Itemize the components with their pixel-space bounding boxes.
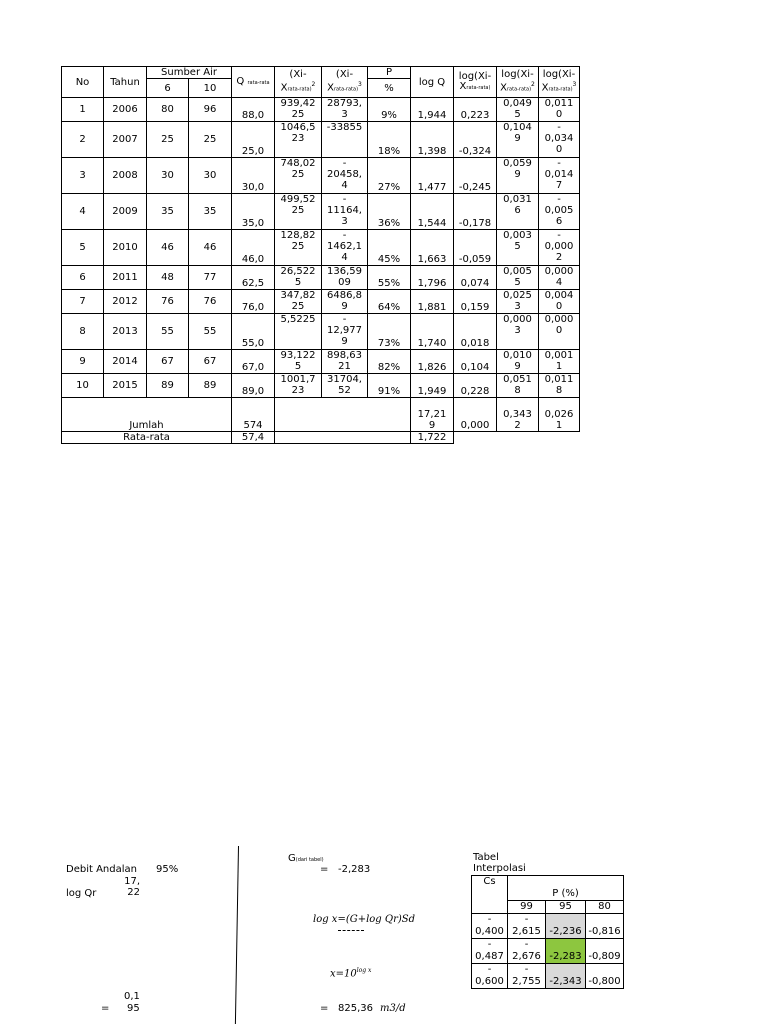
cell-s10: 76 bbox=[189, 290, 232, 314]
interp-cs-header: Cs bbox=[472, 876, 508, 914]
cell-l1: -0,324 bbox=[454, 122, 497, 158]
cell-l2: 0,010 9 bbox=[497, 350, 539, 374]
interp-cell-c95: -2,236 bbox=[546, 914, 586, 939]
cell-l3: - 0,000 2 bbox=[539, 230, 580, 266]
cell-p: 91% bbox=[368, 374, 411, 398]
cell-s6: 25 bbox=[147, 122, 189, 158]
header-no: No bbox=[62, 67, 104, 98]
g-value: -2,283 bbox=[338, 864, 371, 875]
cell-p: 36% bbox=[368, 194, 411, 230]
cell-logq: 1,544 bbox=[411, 194, 454, 230]
table-row bbox=[62, 350, 580, 374]
interp-cell-cs: - 0,487 bbox=[472, 939, 508, 964]
cell-x2: 128,82 25 bbox=[275, 230, 322, 266]
cell-l2: 0,005 5 bbox=[497, 266, 539, 290]
eq-value-left: 95 bbox=[127, 1003, 140, 1014]
cell-l3: 0,004 0 bbox=[539, 290, 580, 314]
divider-line bbox=[235, 846, 239, 1024]
cell-q: 30,0 bbox=[232, 158, 275, 194]
header-q: Q rata-rata bbox=[232, 67, 275, 98]
cell-x3: 6486,8 9 bbox=[322, 290, 368, 314]
debit-value: 95% bbox=[156, 864, 179, 875]
cell-l1: 0,104 bbox=[454, 350, 497, 374]
header-log3: log(Xi- Xrata-rata)$^3$ bbox=[539, 67, 580, 98]
cell-x3: - 20458, 4 bbox=[322, 158, 368, 194]
cell-no: 7 bbox=[62, 290, 104, 314]
cell-l3: 0,000 4 bbox=[539, 266, 580, 290]
cell-logq: 1,796 bbox=[411, 266, 454, 290]
cell-p: 27% bbox=[368, 158, 411, 194]
table-row bbox=[62, 230, 580, 266]
cell-q: 46,0 bbox=[232, 230, 275, 266]
cell-s6: 35 bbox=[147, 194, 189, 230]
cell-q: 67,0 bbox=[232, 350, 275, 374]
cell-x3: 898,63 21 bbox=[322, 350, 368, 374]
cell-x2: 93,122 5 bbox=[275, 350, 322, 374]
cell-l2: 0,025 3 bbox=[497, 290, 539, 314]
cell-tahun: 2015 bbox=[104, 374, 147, 398]
header-sa6: 6 bbox=[147, 79, 189, 98]
cell-l2: 0,000 3 bbox=[497, 314, 539, 350]
cell-l2: 0,059 9 bbox=[497, 158, 539, 194]
interp-cell-c80: -0,816 bbox=[586, 914, 624, 939]
interp-row bbox=[472, 964, 624, 989]
header-xi2: (Xi- Xrata-rata)$^2$ bbox=[275, 67, 322, 98]
cell-x3: 136,59 09 bbox=[322, 266, 368, 290]
cell-logq: 1,881 bbox=[411, 290, 454, 314]
cell-s10: 30 bbox=[189, 158, 232, 194]
interp-cell-c80: -0,809 bbox=[586, 939, 624, 964]
cell-l3: 0,001 1 bbox=[539, 350, 580, 374]
cell-no: 2 bbox=[62, 122, 104, 158]
interp-cell-c99: - 2,676 bbox=[508, 939, 546, 964]
cell-x2: 499,52 25 bbox=[275, 194, 322, 230]
table-row bbox=[62, 194, 580, 230]
cell-no: 5 bbox=[62, 230, 104, 266]
cell-l1: 0,159 bbox=[454, 290, 497, 314]
cell-p: 45% bbox=[368, 230, 411, 266]
formula-x: $x=10^{log x}$ bbox=[330, 967, 372, 980]
cell-no: 4 bbox=[62, 194, 104, 230]
cell-l2: 0,049 5 bbox=[497, 98, 539, 122]
small-value: 0,1 bbox=[124, 991, 140, 1002]
interp-cell-c95: -2,283 bbox=[546, 939, 586, 964]
interp-cell-cs: - 0,600 bbox=[472, 964, 508, 989]
table-row bbox=[62, 98, 580, 122]
cell-s6: 89 bbox=[147, 374, 189, 398]
cell-q: 25,0 bbox=[232, 122, 275, 158]
interp-body bbox=[472, 914, 624, 989]
interp-row bbox=[472, 939, 624, 964]
cell-x2: 748,02 25 bbox=[275, 158, 322, 194]
cell-x3: -33855 bbox=[322, 122, 368, 158]
cell-q: 88,0 bbox=[232, 98, 275, 122]
cell-s6: 76 bbox=[147, 290, 189, 314]
cell-s10: 77 bbox=[189, 266, 232, 290]
formula-underline bbox=[338, 930, 364, 931]
cell-x2: 1046,5 23 bbox=[275, 122, 322, 158]
cell-tahun: 2008 bbox=[104, 158, 147, 194]
cell-tahun: 2009 bbox=[104, 194, 147, 230]
cell-s10: 89 bbox=[189, 374, 232, 398]
cell-p: 9% bbox=[368, 98, 411, 122]
cell-x2: 5,5225 bbox=[275, 314, 322, 350]
cell-no: 1 bbox=[62, 98, 104, 122]
cell-logq: 1,477 bbox=[411, 158, 454, 194]
table-row bbox=[62, 266, 580, 290]
cell-p: 82% bbox=[368, 350, 411, 374]
header-sumber-air: Sumber Air bbox=[147, 67, 232, 79]
cell-l1: 0,228 bbox=[454, 374, 497, 398]
cell-tahun: 2010 bbox=[104, 230, 147, 266]
cell-l2: 0,104 9 bbox=[497, 122, 539, 158]
header-log1: log(Xi- Xrata-rata) bbox=[454, 67, 497, 98]
cell-l1: -0,245 bbox=[454, 158, 497, 194]
cell-s10: 55 bbox=[189, 314, 232, 350]
cell-x3: - 12,977 9 bbox=[322, 314, 368, 350]
cell-no: 6 bbox=[62, 266, 104, 290]
cell-logq: 1,740 bbox=[411, 314, 454, 350]
header-p: P bbox=[368, 67, 411, 79]
cell-x3: - 1462,1 4 bbox=[322, 230, 368, 266]
interp-cell-c99: - 2,755 bbox=[508, 964, 546, 989]
interp-col-99: 99 bbox=[508, 901, 546, 914]
cell-x2: 939,42 25 bbox=[275, 98, 322, 122]
cell-x3: 31704, 52 bbox=[322, 374, 368, 398]
table-row bbox=[62, 158, 580, 194]
cell-p: 73% bbox=[368, 314, 411, 350]
cell-s10: 96 bbox=[189, 98, 232, 122]
cell-l1: 0,074 bbox=[454, 266, 497, 290]
cell-l1: -0,059 bbox=[454, 230, 497, 266]
cell-tahun: 2013 bbox=[104, 314, 147, 350]
table-row bbox=[62, 374, 580, 398]
interp-p-header: P (%) bbox=[508, 876, 624, 901]
g-label: G(dari tabel) bbox=[288, 853, 324, 864]
cell-tahun: 2006 bbox=[104, 98, 147, 122]
rata-label: Rata-rata bbox=[62, 432, 232, 444]
cell-l3: 0,000 0 bbox=[539, 314, 580, 350]
cell-logq: 1,663 bbox=[411, 230, 454, 266]
cell-l3: - 0,014 7 bbox=[539, 158, 580, 194]
cell-x2: 347,82 25 bbox=[275, 290, 322, 314]
cell-logq: 1,949 bbox=[411, 374, 454, 398]
cell-s6: 55 bbox=[147, 314, 189, 350]
cell-tahun: 2007 bbox=[104, 122, 147, 158]
cell-q: 55,0 bbox=[232, 314, 275, 350]
result-unit: m3/d bbox=[380, 1003, 406, 1014]
g-eq: = bbox=[320, 864, 329, 875]
cell-tahun: 2012 bbox=[104, 290, 147, 314]
table-row bbox=[62, 314, 580, 350]
jumlah-logq: 17,21 9 bbox=[411, 398, 454, 432]
cell-s10: 25 bbox=[189, 122, 232, 158]
interpolation-table bbox=[471, 875, 624, 989]
rata-q: 57,4 bbox=[232, 432, 275, 444]
cell-logq: 1,398 bbox=[411, 122, 454, 158]
cell-logq: 1,944 bbox=[411, 98, 454, 122]
cell-l2: 0,051 8 bbox=[497, 374, 539, 398]
cell-x2: 1001,7 23 bbox=[275, 374, 322, 398]
formula-log-x: log x=(G+log Qr)Sd bbox=[313, 914, 416, 925]
cell-l3: - 0,005 6 bbox=[539, 194, 580, 230]
interp-col-80: 80 bbox=[586, 901, 624, 914]
cell-p: 64% bbox=[368, 290, 411, 314]
table-row bbox=[62, 290, 580, 314]
cell-s10: 35 bbox=[189, 194, 232, 230]
cell-s6: 46 bbox=[147, 230, 189, 266]
cell-l3: 0,011 0 bbox=[539, 98, 580, 122]
interp-cell-c95: -2,343 bbox=[546, 964, 586, 989]
cell-s6: 48 bbox=[147, 266, 189, 290]
logqr-label: log Qr bbox=[66, 888, 97, 899]
interp-cell-c99: - 2,615 bbox=[508, 914, 546, 939]
cell-l1: -0,178 bbox=[454, 194, 497, 230]
interp-title: Tabel Interpolasi bbox=[473, 852, 526, 874]
cell-p: 55% bbox=[368, 266, 411, 290]
cell-s10: 46 bbox=[189, 230, 232, 266]
cell-q: 76,0 bbox=[232, 290, 275, 314]
cell-q: 35,0 bbox=[232, 194, 275, 230]
jumlah-l3: 0,026 1 bbox=[539, 398, 580, 432]
jumlah-l1: 0,000 bbox=[454, 398, 497, 432]
jumlah-label: Jumlah bbox=[62, 398, 232, 432]
header-log2: log(Xi- Xrata-rata)$^2$ bbox=[497, 67, 539, 98]
cell-x2: 26,522 5 bbox=[275, 266, 322, 290]
jumlah-q: 574 bbox=[232, 398, 275, 432]
table-body bbox=[62, 98, 580, 398]
header-logq: log Q bbox=[411, 67, 454, 98]
debit-label: Debit Andalan bbox=[66, 864, 137, 875]
cell-no: 9 bbox=[62, 350, 104, 374]
cell-tahun: 2011 bbox=[104, 266, 147, 290]
interp-col-95: 95 bbox=[546, 901, 586, 914]
cell-s6: 30 bbox=[147, 158, 189, 194]
header-sa10: 10 bbox=[189, 79, 232, 98]
cell-l2: 0,031 6 bbox=[497, 194, 539, 230]
cell-s6: 67 bbox=[147, 350, 189, 374]
cell-logq: 1,826 bbox=[411, 350, 454, 374]
rata-logq: 1,722 bbox=[411, 432, 454, 444]
eq-sign-left: = bbox=[101, 1003, 110, 1014]
cell-no: 10 bbox=[62, 374, 104, 398]
table-row bbox=[62, 122, 580, 158]
cell-p: 18% bbox=[368, 122, 411, 158]
cell-l3: 0,011 8 bbox=[539, 374, 580, 398]
logqr-value: 17, 22 bbox=[124, 876, 140, 898]
interp-cell-cs: - 0,400 bbox=[472, 914, 508, 939]
cell-q: 62,5 bbox=[232, 266, 275, 290]
result-eq: = bbox=[320, 1003, 329, 1014]
cell-x3: 28793, 3 bbox=[322, 98, 368, 122]
cell-s10: 67 bbox=[189, 350, 232, 374]
cell-l1: 0,018 bbox=[454, 314, 497, 350]
cell-no: 3 bbox=[62, 158, 104, 194]
cell-x3: - 11164, 3 bbox=[322, 194, 368, 230]
interp-row bbox=[472, 914, 624, 939]
header-tahun: Tahun bbox=[104, 67, 147, 98]
cell-q: 89,0 bbox=[232, 374, 275, 398]
cell-l2: 0,003 5 bbox=[497, 230, 539, 266]
cell-s6: 80 bbox=[147, 98, 189, 122]
cell-tahun: 2014 bbox=[104, 350, 147, 374]
interp-cell-c80: -0,800 bbox=[586, 964, 624, 989]
jumlah-l2: 0,343 2 bbox=[497, 398, 539, 432]
cell-l1: 0,223 bbox=[454, 98, 497, 122]
header-xi3: (Xi- Xrata-rata)$^3$ bbox=[322, 67, 368, 98]
cell-no: 8 bbox=[62, 314, 104, 350]
data-table bbox=[61, 66, 580, 444]
result-value: 825,36 bbox=[338, 1003, 373, 1014]
header-p-unit: % bbox=[368, 79, 411, 98]
cell-l3: - 0,034 0 bbox=[539, 122, 580, 158]
